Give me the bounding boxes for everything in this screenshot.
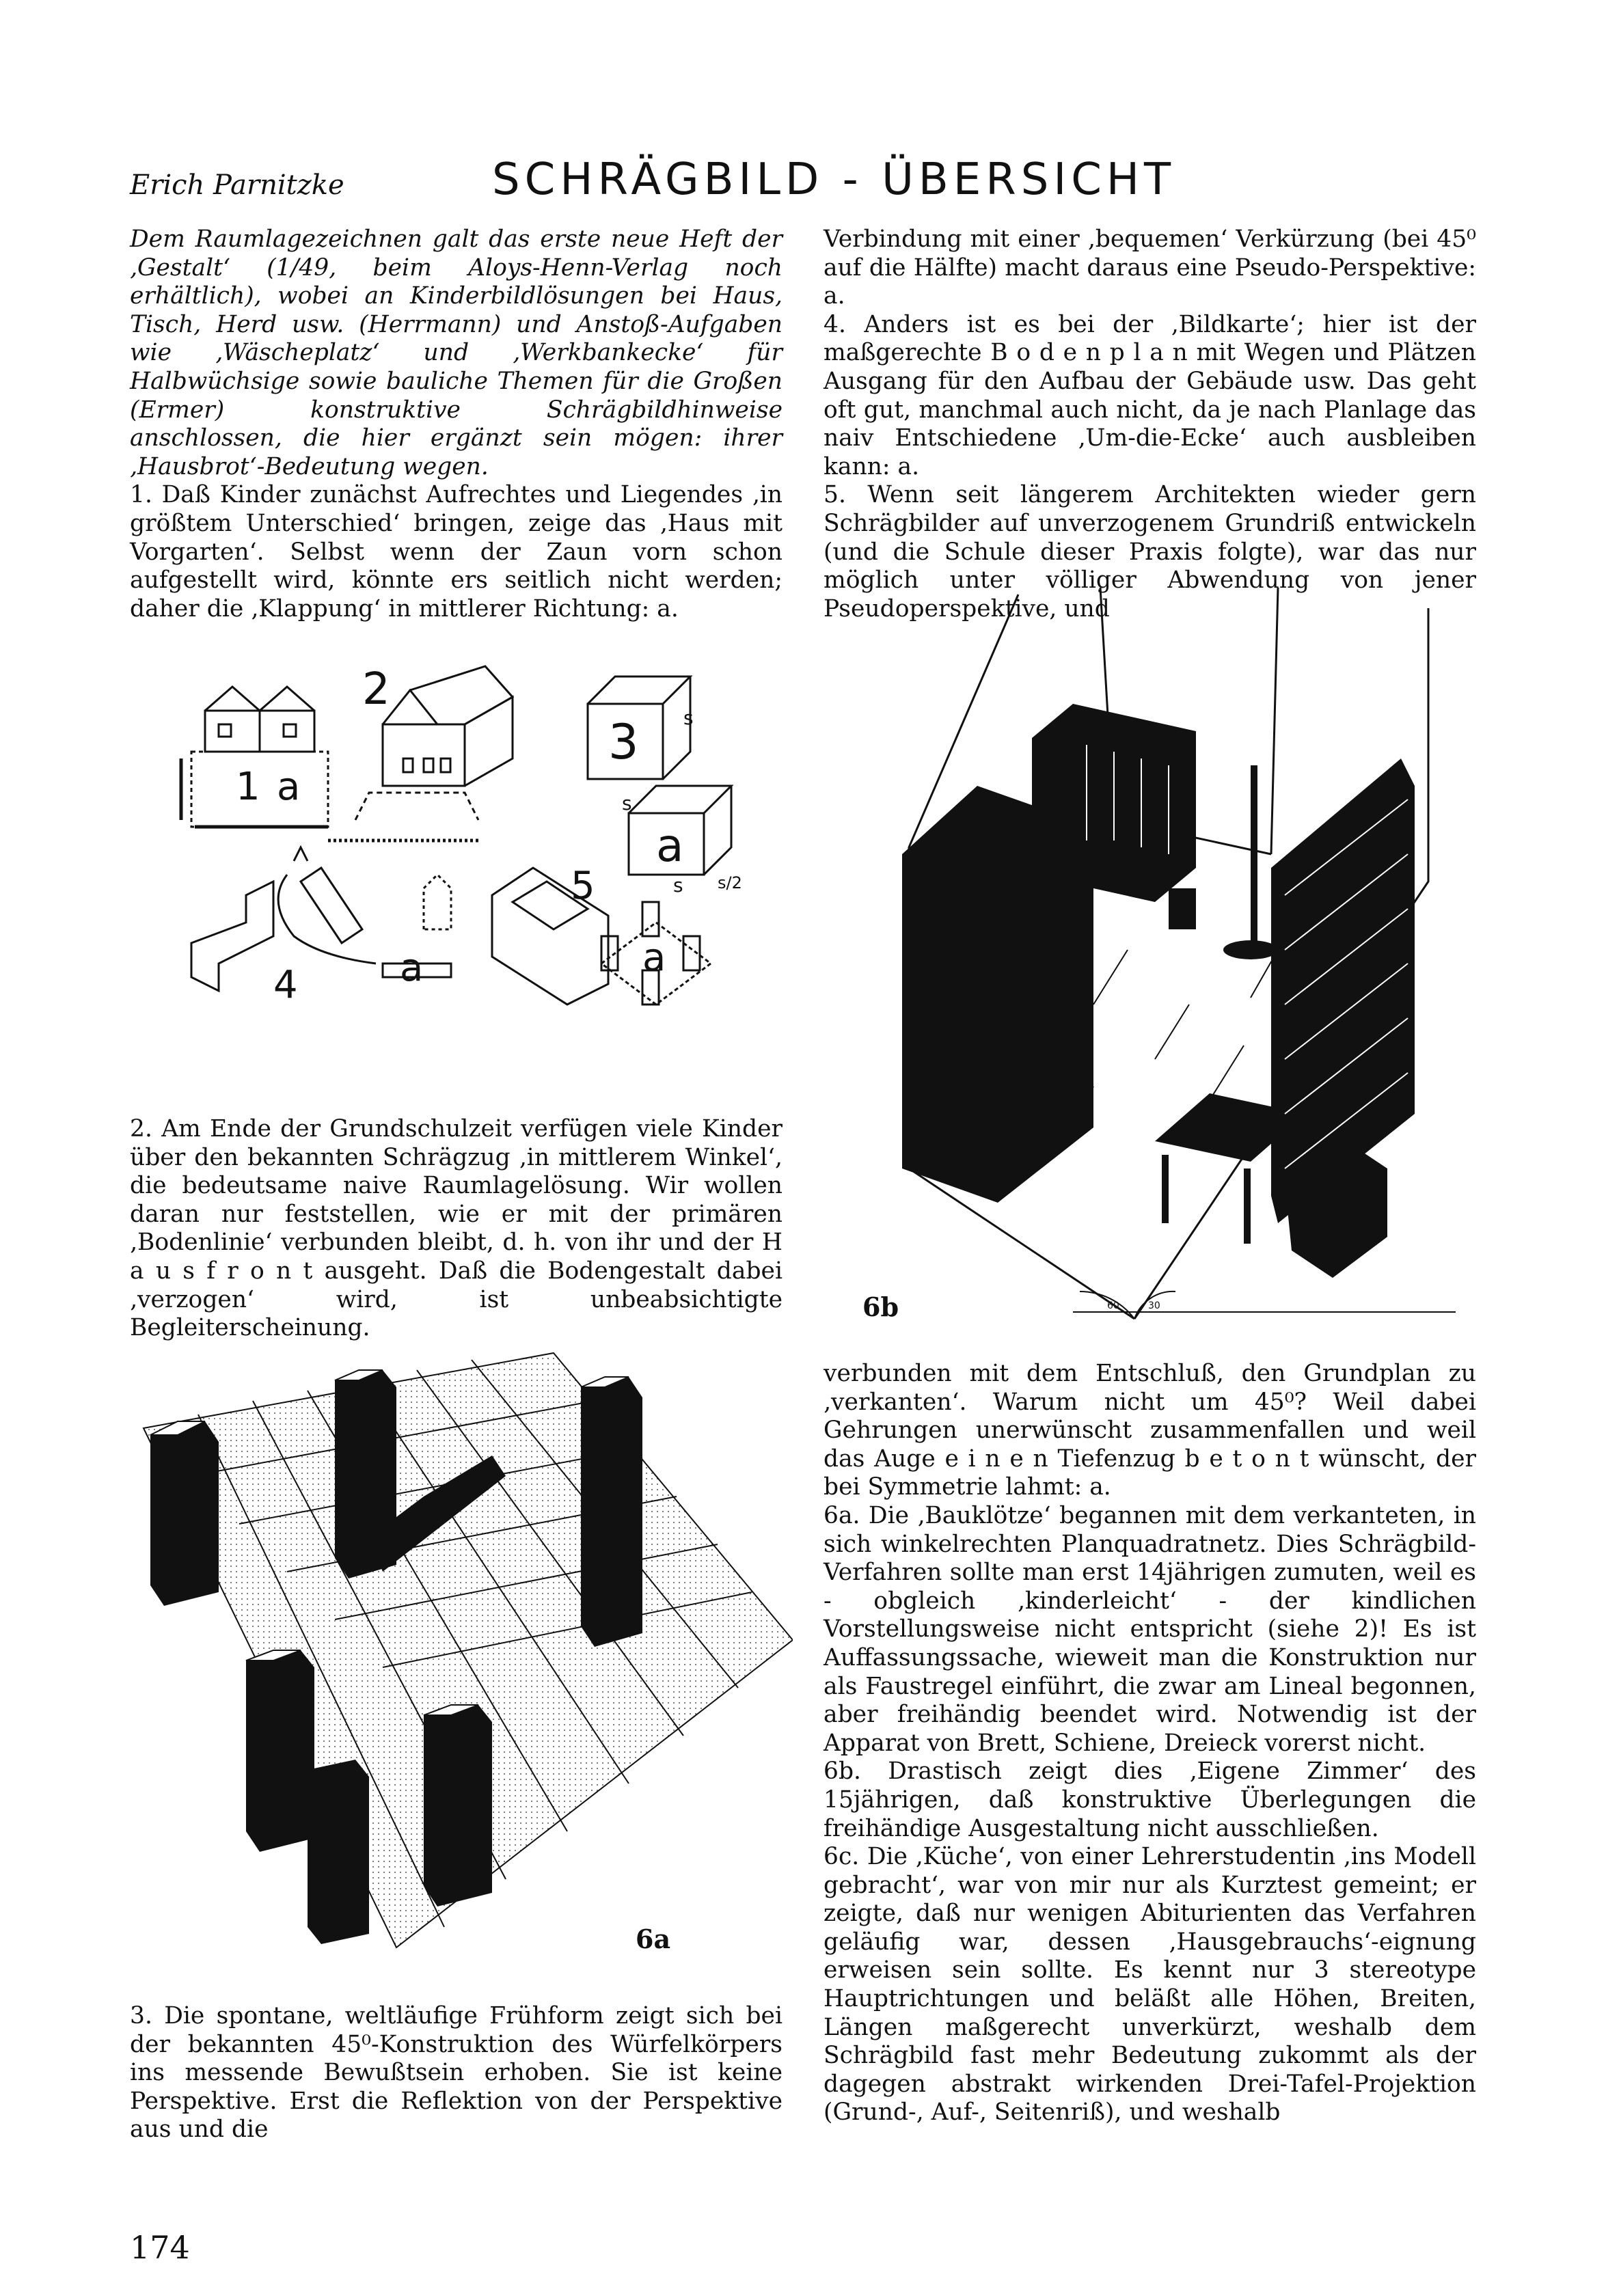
column-left-top — [130, 226, 782, 623]
column-right-bottom — [824, 1360, 1476, 2127]
intro-paragraph: Dem Raumlagezeichnen galt das erste neue Heft der ‚Gestalt‘ (1/49, beim Aloys-Henn-Verlag noch erhältlich), wobei an Kinderbildlösungen bei Haus, Tisch, Herd usw. (Herrmann) und Anstoß-Aufgaben wie ‚Wäscheplatz‘ und ‚Werkbankecke‘ für Halbwüchsige sowie bauliche Themen für die Großen (Ermer) konstruktive Schrägbildhinweise anschlossen, die hier ergänzt sein mögen: ihrer ‚Hausbrot‘-Bedeutung wegen. — [130, 226, 782, 480]
figure-6a-label: 6a — [636, 1924, 671, 1954]
sketch-label-3: 3 — [608, 714, 639, 770]
author-name: Erich Parnitzke — [130, 169, 344, 201]
column-right-top — [824, 226, 1476, 623]
figure-6a-blocks — [137, 1346, 793, 1961]
column-left-middle — [130, 1115, 782, 1343]
paragraph-6a: 6a. Die ‚Bauklötze‘ begannen mit dem verkanteten, in sich winkelrechten Planquadratnetz. Dies Schrägbild-Verfahren sollte man erst 14jährigen zumuten, weil es - obgleich ‚kinderleicht‘ - der kindlichen Vorstellungsweise nicht entspricht (siehe 2)! Es ist Auffassungssache, wieweit man die Konstruktion nur als Faustregel einführt, die zwar am Lineal begonnen, aber freihändig beendet wird. Notwendig ist der Apparat von Brett, Schiene, Dreieck vorerst nicht. — [824, 1501, 1476, 1757]
figure-6b-room — [868, 581, 1462, 1332]
angle-mark-30: 30 — [1148, 1300, 1160, 1311]
page-title: SCHRÄGBILD - ÜBERSICHT — [492, 154, 1176, 205]
paragraph-5: 5. Wenn seit längerem Architekten wieder gern Schrägbilder auf unverzogenem Grundriß entwickeln (und die Schule dieser Praxis folgte), war das nur möglich unter völliger Abwendung von jener Pseudoperspektive, und — [824, 481, 1476, 623]
paragraph-6b: 6b. Drastisch zeigt dies ‚Eigene Zimmer‘ des 15jährigen, daß konstruktive Überlegungen die freihändige Ausgestaltung nicht ausschließen. — [824, 1758, 1476, 1842]
angle-mark-60: 60 — [1107, 1300, 1119, 1311]
sketch-label-s3: s — [673, 874, 683, 897]
paragraph-3: 3. Die spontane, weltläufige Frühform zeigt sich bei der bekannten 45⁰-Konstruktion des Würfelkörpers ins messende Bewußtsein erhoben. Sie ist keine Perspektive. Erst die Reflektion von der Perspektive aus und die — [130, 2002, 782, 2144]
page-number: 174 — [130, 2229, 190, 2266]
sketch-label-s1: s — [683, 707, 694, 729]
paragraph-4: 4. Anders ist es bei der ‚Bildkarte‘; hier ist der maßgerechte B o d e n p l a n mit Wegen und Plätzen Ausgang für den Aufbau der Gebäude usw. Das geht oft gut, manchmal auch nicht, da je nach Planlage das naiv Entschiedene ‚Um-die-Ecke‘ auch ausbleiben kann: a. — [824, 310, 1476, 480]
sketch-label-2: 2 — [362, 664, 390, 715]
sketch-label-1: 1 — [236, 765, 260, 809]
column-left-bottom — [130, 2002, 782, 2144]
sketch-label-s-half: s/2 — [718, 873, 742, 892]
paragraph-3-end: Verbindung mit einer ‚bequemen‘ Verkürzung (bei 45⁰ auf die Hälfte) macht daraus eine Pseudo-Perspektive: a. — [824, 226, 1476, 310]
figure-6b-label: 6b — [862, 1292, 899, 1322]
sketch-label-a2: a — [656, 819, 684, 872]
sketch-label-a3: a — [400, 946, 424, 990]
sketch-label-4: 4 — [273, 963, 298, 1007]
figure-sketches — [164, 656, 752, 1046]
sketch-label-s2: s — [622, 792, 632, 815]
sketch-label-a4: a — [642, 935, 666, 980]
paragraph-5-end: verbunden mit dem Entschluß, den Grundplan zu ‚verkanten‘. Warum nicht um 45⁰? Weil dabei Gehrungen unerwünscht zusammenfallen und weil das Auge e i n e n Tiefenzug b e t o n t wünscht, der bei Symmetrie lahmt: a. — [824, 1360, 1476, 1501]
paragraph-2: 2. Am Ende der Grundschulzeit verfügen viele Kinder über den bekannten Schrägzug ‚in mittlerem Winkel‘, die bedeutsame naive Raumlagelösung. Wir wollen daran nur feststellen, wie er mit der primären ‚Bodenlinie‘ verbunden bleibt, d. h. von ihr und der H a u s f r o n t ausgeht. Daß die Bodengestalt dabei ‚verzogen‘ wird, ist unbeabsichtigte Begleiterscheinung. — [130, 1115, 782, 1342]
paragraph-6c: 6c. Die ‚Küche‘, von einer Lehrerstudentin ‚ins Modell gebracht‘, war von mir nur als Kurztest gemeint; er zeigte, daß nur wenigen Abiturienten das Verfahren geläufig war, dessen ‚Hausgebrauchs‘-eignung erweisen sein sollte. Es kennt nur 3 stereotype Hauptrichtungen und beläßt alle Höhen, Breiten, Längen maßgerecht unverkürzt, weshalb dem Schrägbild fast mehr Bedeutung zukommt als der dagegen abstrakt wirkenden Drei-Tafel-Projektion (Grund-, Auf-, Seitenriß), und weshalb — [824, 1843, 1476, 2127]
sketch-label-5: 5 — [571, 864, 595, 908]
paragraph-1: 1. Daß Kinder zunächst Aufrechtes und Liegendes ‚in größtem Unterschied‘ bringen, zeige das ‚Haus mit Vorgarten‘. Selbst wenn der Zaun vorn schon aufgestellt wird, könnte ers seitlich nicht werden; daher die ‚Klappung‘ in mittlerer Richtung: a. — [130, 481, 782, 623]
sketch-label-a: a — [277, 765, 301, 809]
